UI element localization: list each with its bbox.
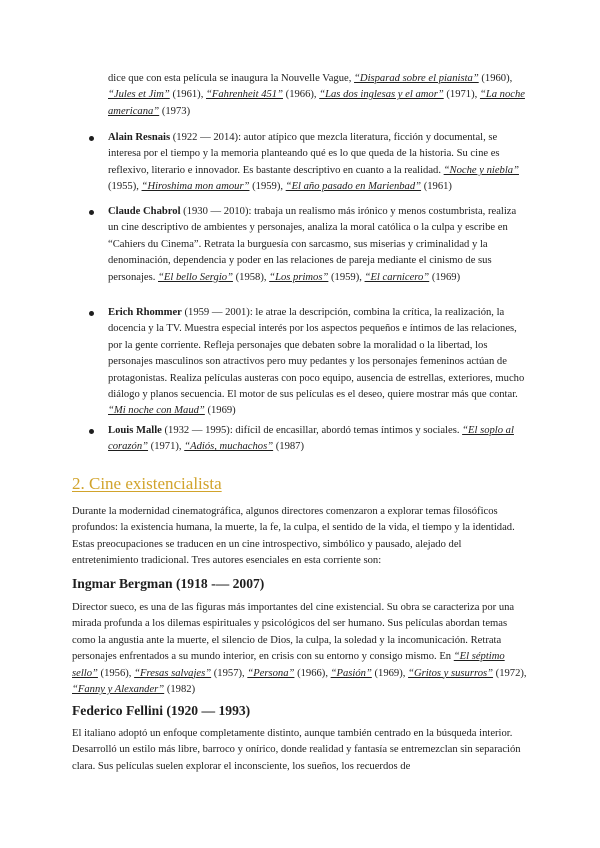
bullet-icon [89,311,94,316]
bullet-icon [89,136,94,141]
list-item-malle [108,423,528,456]
film-link[interactable]: “Fanny y Alexander” [72,684,165,696]
continued-lead: dice que con esta película se inaugura la Nouvelle Vague, [108,73,352,84]
film-link[interactable]: “Persona” [247,667,295,679]
film-link[interactable]: “Hiroshima mon amour” [141,181,250,193]
film-link[interactable]: “El séptimo sello” [72,651,505,679]
director-name: Louis Malle [108,425,162,436]
film-link[interactable]: “Los primos” [269,271,329,283]
list-item-chabrol [108,204,528,286]
film-link[interactable]: “El carnicero” [364,271,430,283]
film-link[interactable]: “Disparad sobre el pianista” [354,73,479,84]
director-name: Claude Chabrol [108,206,181,217]
fellini-heading: Federico Fellini (1920 — 1993) [72,703,251,718]
bullet-icon [89,429,94,434]
section-intro: Durante la modernidad cinematográfica, algunos directores comenzaron a explorar temas filosóficos profundos: la existencia humana, la muerte, la fe, la culpa, el sentido de la vida, el tiempo y la identidad. Estas preocupaciones se traducen en un cine introspectivo, simbólico y pausado, alejado del entretenimiento tradicional. Tres autores esenciales en esta corriente son: [72,506,515,567]
film-link[interactable]: “Fresas salvajes” [134,667,212,679]
director-paragraph: Erich Rhommer (1959 — 2001): le atrae la descripción, combina la crítica, la realización, la docencia y la TV. Muestra especial interés por los aspectos pequeños e íntimos de las relaciones, por la gente corriente. Refleja personajes que debaten sobre la moralidad o la libertad, los personajes masculinos son atractivos pero muy pedantes y los personajes femeninos actúan de protagonistas. Realiza películas austeras con poco equipo, ausencia de estrellas, exteriores, mucho diálogo y planos secuencia. El motor de sus películas es el deseo, quiere mostrar más que contar. “Mi noche con Maud” (1969) [108,307,525,417]
fellini-paragraph: El italiano adoptó un enfoque completamente distinto, aunque también centrado en la búsqueda interior. Desarrolló un estilo más libre, barroco y onírico, donde realidad y fantasía se entremezclan sin separación clara. Sus películas suelen explorar el inconsciente, los sueños, los recuerdos de [72,728,521,772]
film-link[interactable]: “El bello Sergio” [158,271,233,283]
director-paragraph: Claude Chabrol (1930 — 2010): trabaja un realismo más irónico y menos costumbrista, realiza un cine descriptivo de ambientes y personajes, analiza la moral católica o la culpa y escribe en “Cahiers du Cinema”. Retrata la burguesía con sarcasmo, sus miserias y criminalidad y la denominación, dependencia y poder en las relaciones de pareja mediante el cinismo de sus personajes. “El bello Sergio” (1958), “Los primos” (1959), “El carnicero” (1969) [108,206,517,283]
film-link[interactable]: “Mi noche con Maud” [108,405,205,417]
film-link[interactable]: “Adiós, muchachos” [184,441,274,453]
section-heading[interactable]: 2. Cine existencialista [72,474,222,493]
film-link[interactable]: “Gritos y susurros” [408,667,494,679]
bergman-heading: Ingmar Bergman (1918 -— 2007) [72,576,265,591]
film-link[interactable]: “El soplo al corazón” [108,425,514,453]
bullet-icon [89,210,94,215]
director-name: Erich Rhommer [108,307,182,318]
film-link[interactable]: “Noche y niebla” [443,164,519,176]
continued-paragraph: dice que con esta película se inaugura la Nouvelle Vague, “Disparad sobre el pianista” (1960), “Jules et Jim” (1961), “Fahrenheit 451” (1966), “Las dos inglesas y el amor” (1971), “La noche americana” (1973) [108,73,525,117]
film-link[interactable]: “Fahrenheit 451” [206,89,284,101]
film-link[interactable]: “El año pasado en Marienbad” [285,181,422,193]
film-link[interactable]: “La noche americana” [108,89,525,117]
film-link[interactable]: “Las dos inglesas y el amor” [319,89,444,101]
director-name: Alain Resnais [108,132,171,143]
film-link[interactable]: “Jules et Jim” [108,89,170,101]
director-paragraph: Louis Malle (1932 — 1995): difícil de encasillar, abordó temas íntimos y sociales. “El soplo al corazón” (1971), “Adiós, muchachos” (1987) [108,425,514,453]
list-item-rhommer [108,305,528,420]
bergman-paragraph: Director sueco, es una de las figuras más importantes del cine existencial. Su obra se caracteriza por una mirada profunda a los dilemas espirituales y psicológicos del ser humano. Sus películas abordan temas como la angustia ante la muerte, el silencio de Dios, la culpa, la soledad y la incomunicación. Retrata personajes enfrentados a su mundo interior, en crisis con su entorno y consigo mismo. En “El séptimo sello” (1956), “Fresas salvajes” (1957), “Persona” (1966), “Pasión” (1969), “Gritos y susurros” (1972), “Fanny y Alexander” (1982) [72,602,527,696]
list-item-resnais [108,130,528,196]
director-paragraph: Alain Resnais (1922 — 2014): autor atípico que mezcla literatura, ficción y documental, se interesa por el tiempo y la memoria planteando qué es lo que queda de la historia. Su cine es reflexivo, literario e innovador. Es bastante descriptivo en cuanto a la realidad. “Noche y niebla” (1955), “Hiroshima mon amour” (1959), “El año pasado en Marienbad” (1961) [108,132,519,193]
film-link[interactable]: “Pasión” [330,667,372,679]
